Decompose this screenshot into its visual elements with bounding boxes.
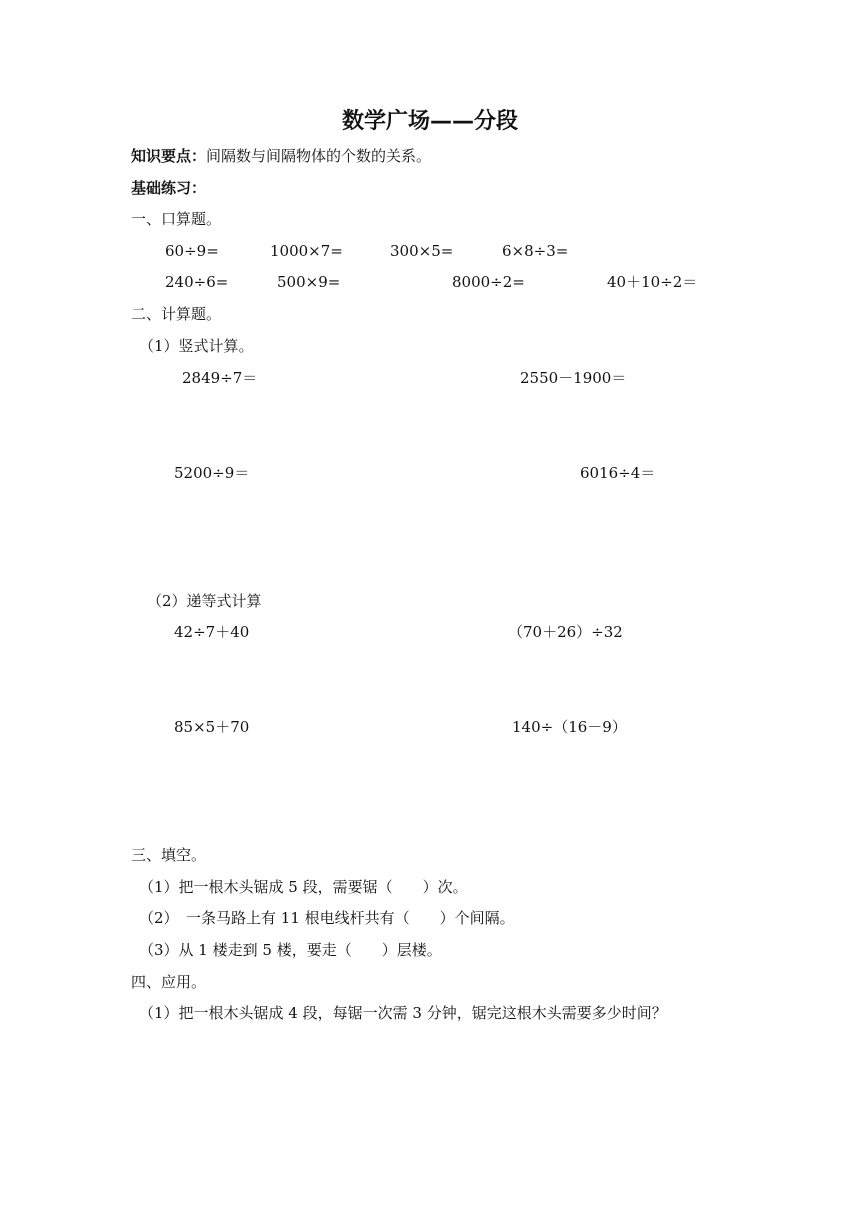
oral-problem: 6×8÷3= <box>502 242 569 260</box>
oral-problem: 40＋10÷2＝ <box>607 273 698 291</box>
oral-problem: 8000÷2= <box>452 273 525 291</box>
oral-problem: 1000×7= <box>270 242 343 260</box>
application-item: （1）把一根木头锯成 4 段，每锯一次需 3 分钟，锯完这根木头需要多少时间？ <box>139 1004 667 1022</box>
step-calc-problem: （70＋26）÷32 <box>508 623 623 641</box>
vertical-calc-problem: 2849÷7＝ <box>182 369 258 387</box>
oral-problem: 60÷9= <box>165 242 219 260</box>
step-calc-problem: 85×5＋70 <box>174 718 250 736</box>
oral-problem: 240÷6= <box>165 273 229 291</box>
key-points <box>131 146 431 166</box>
section4-heading: 四、应用。 <box>131 973 207 991</box>
oral-problem: 500×9= <box>277 273 341 291</box>
page-title: 数学广场——分段 <box>341 109 518 134</box>
key-points-label: 知识要点： <box>131 147 207 165</box>
vertical-calc-problem: 6016÷4＝ <box>580 464 656 482</box>
fill-blank-item: （3）从 1 楼走到 5 楼，要走（ ）层楼。 <box>139 941 442 959</box>
vertical-calc-problem: 5200÷9＝ <box>174 464 250 482</box>
fill-blank-item: （1）把一根木头锯成 5 段，需要锯（ ）次。 <box>139 878 468 896</box>
basic-practice-heading: 基础练习： <box>131 179 207 197</box>
fill-blank-item: （2） 一条马路上有 11 根电线杆共有（ ）个间隔。 <box>139 909 515 927</box>
section2-heading: 二、计算题。 <box>131 305 222 323</box>
key-points-text: 间隔数与间隔物体的个数的关系。 <box>206 147 432 165</box>
oral-problem: 300×5= <box>390 242 454 260</box>
step-calc-label: （2）递等式计算 <box>147 592 262 610</box>
step-calc-problem: 140÷（16－9） <box>512 718 627 736</box>
step-calc-problem: 42÷7＋40 <box>174 623 250 641</box>
section3-heading: 三、填空。 <box>131 846 207 864</box>
section1-heading: 一、口算题。 <box>131 210 222 228</box>
vertical-calc-label: （1）竖式计算。 <box>139 337 254 355</box>
vertical-calc-problem: 2550－1900＝ <box>520 369 627 387</box>
